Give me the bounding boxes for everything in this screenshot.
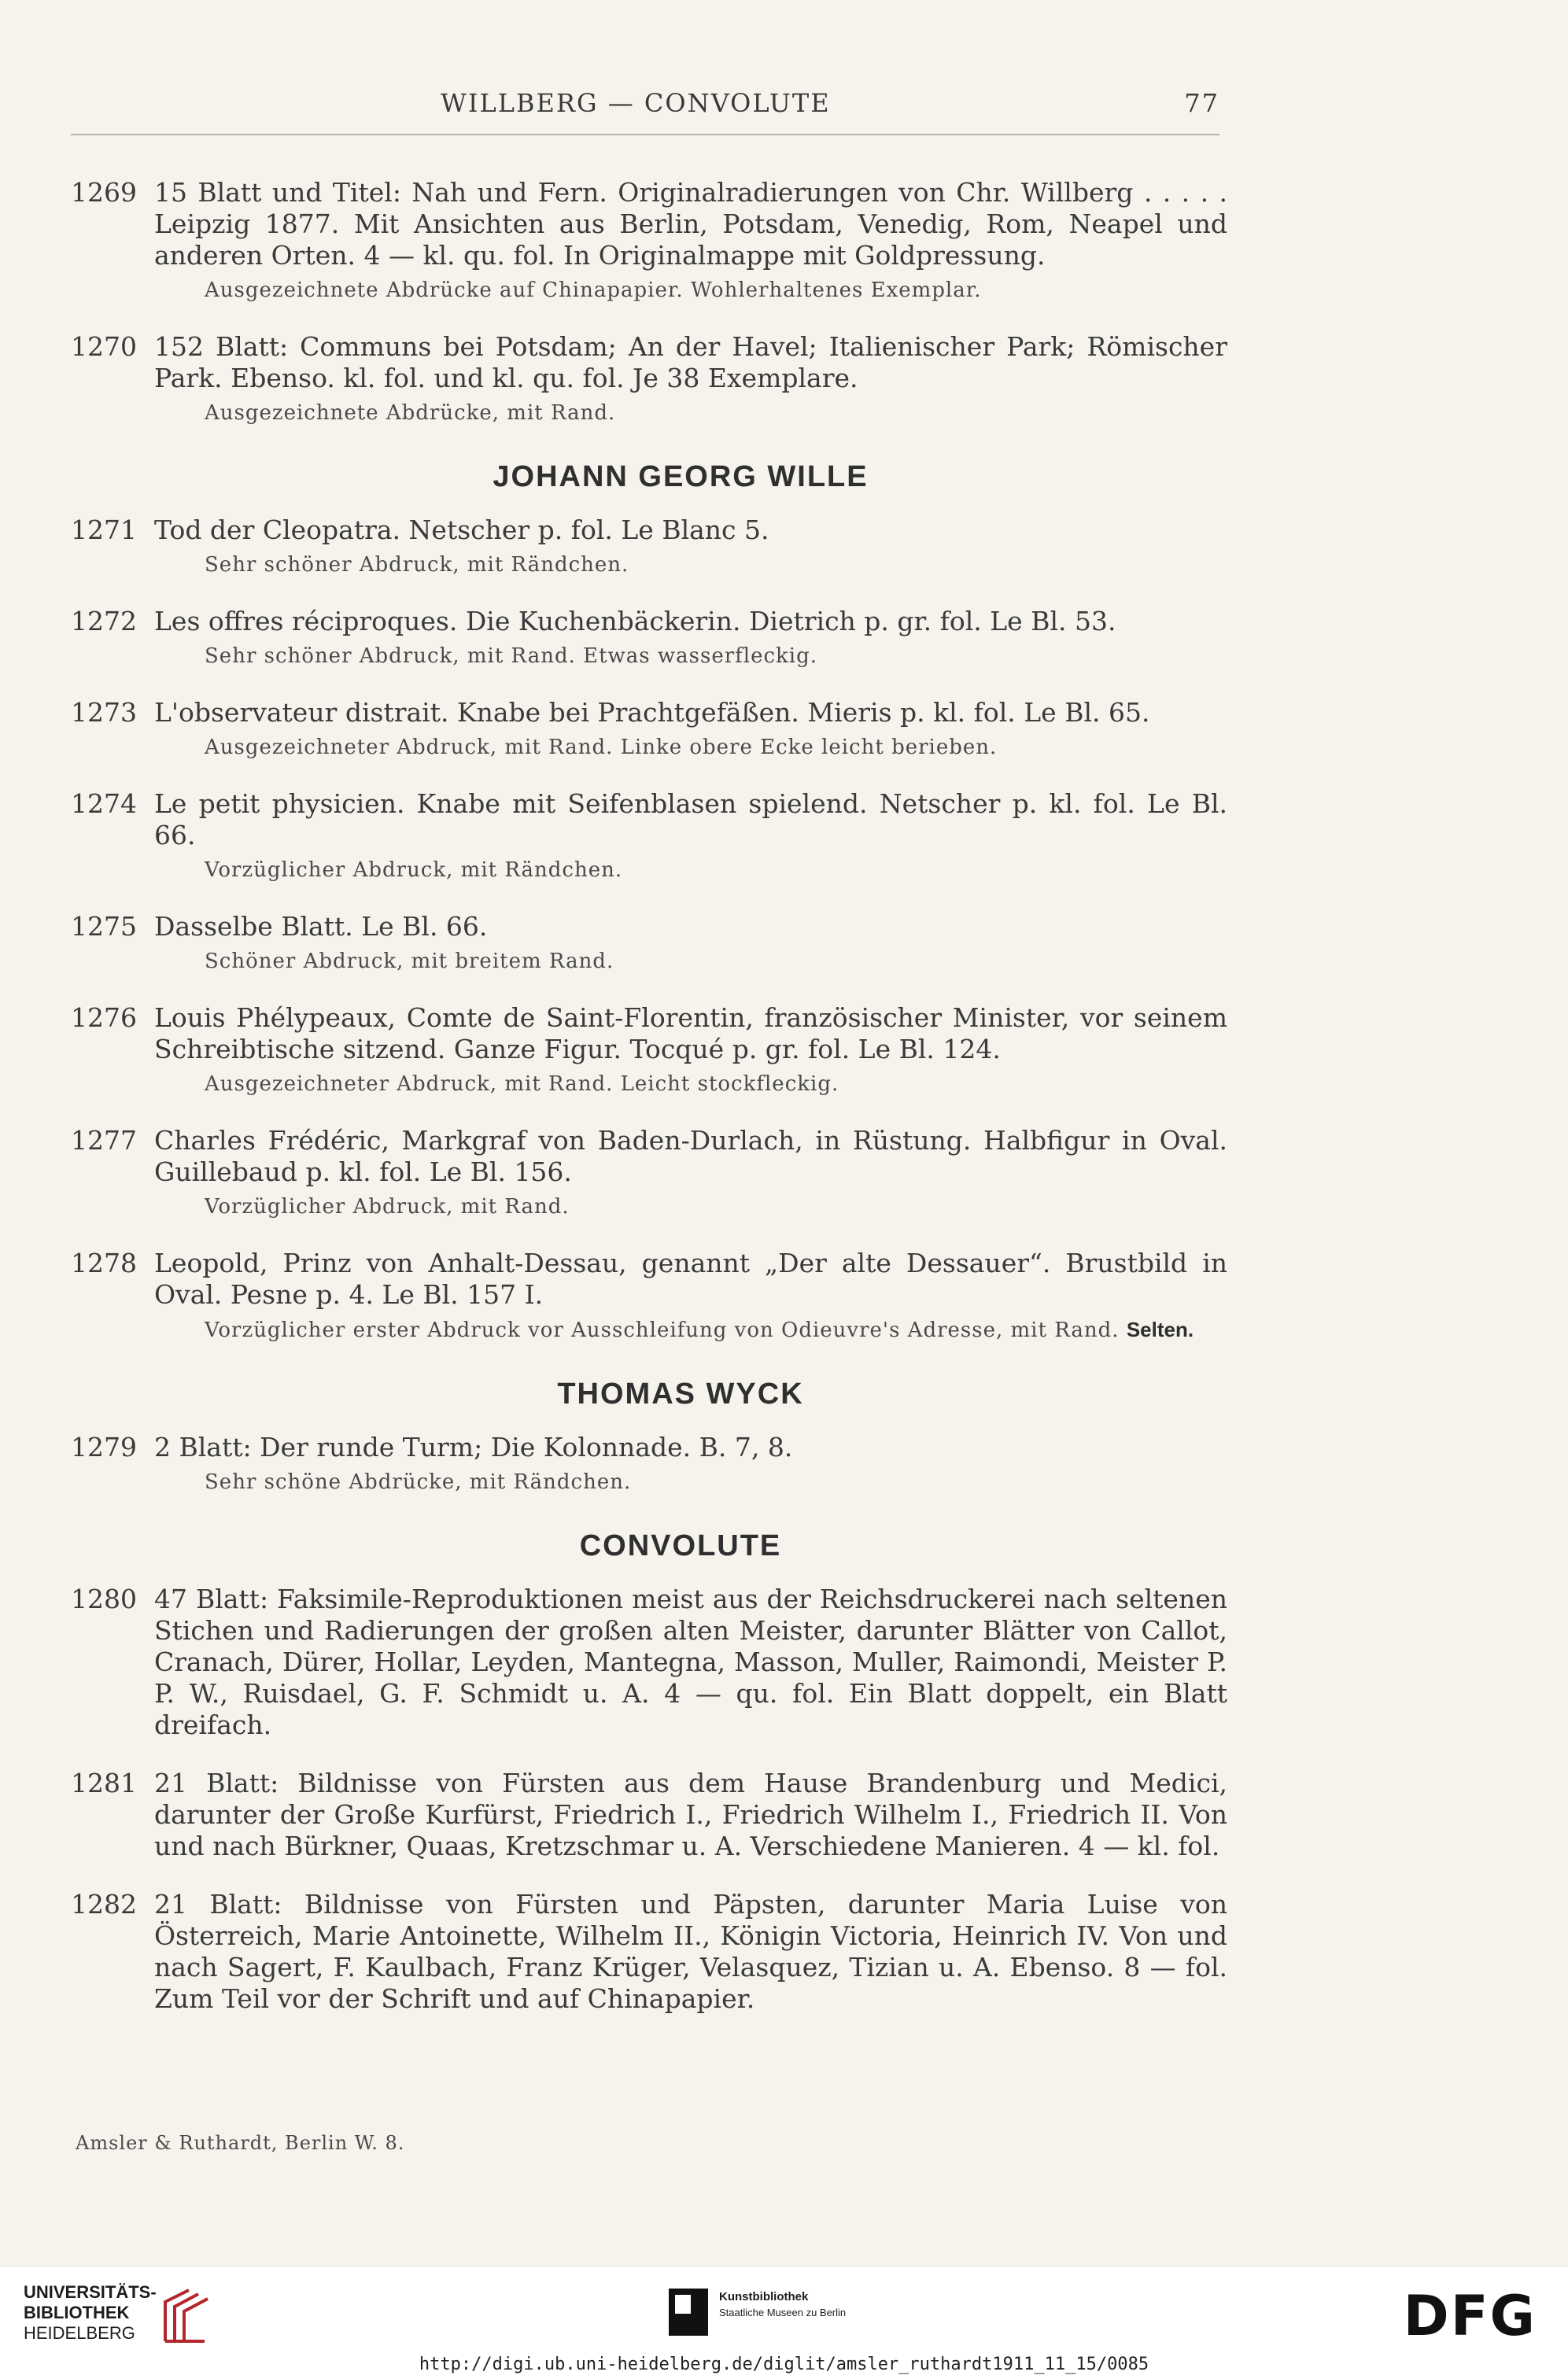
ub-heidelberg-text [24, 2282, 157, 2344]
ub-heidelberg-logo[interactable] [24, 2282, 228, 2353]
kunstbibliothek-icon [669, 2289, 708, 2336]
catalog-entry [71, 1768, 1227, 1862]
entry-description: Dasselbe Blatt. Le Bl. 66. [154, 911, 488, 942]
entry-condition-note [205, 642, 1227, 670]
entry-number: 1279 [71, 1432, 137, 1462]
condition-text: Vorzüglicher Abdruck, mit Rändchen. [205, 858, 623, 882]
entry-number: 1275 [71, 911, 137, 942]
permalink-url[interactable]: http://digi.ub.uni-heidelberg.de/diglit/amsler_ruthardt1911_11_15/0085 [419, 2355, 1149, 2374]
ub-line-1: UNIVERSITÄTS- [24, 2282, 157, 2302]
entry-condition-note [205, 947, 1227, 976]
running-title: WILLBERG — CONVOLUTE [441, 88, 831, 118]
entry-number: 1281 [71, 1768, 137, 1798]
entry-description: Les offres réciproques. Die Kuchenbäckerin. Dietrich p. gr. fol. Le Bl. 53. [154, 606, 1116, 636]
catalog-entry [71, 1432, 1227, 1496]
kunstbibliothek-text [719, 2290, 846, 2318]
entry-condition-note [205, 1193, 1227, 1221]
rarity-mark: Selten. [1126, 1318, 1194, 1341]
entry-description: Leopold, Prinz von Anhalt-Dessau, genannt „Der alte Dessauer“. Brustbild in Oval. Pesne p. 4. Le Bl. 157 I. [154, 1248, 1227, 1310]
entry-condition-note [205, 1468, 1227, 1496]
entry-description: 152 Blatt: Communs bei Potsdam; An der Havel; Italienischer Park; Römischer Park. Ebenso. kl. fol. und kl. qu. fol. Je 38 Exemplare. [154, 331, 1227, 393]
partner-name: Kunstbibliothek [719, 2290, 809, 2303]
entry-condition-note [205, 733, 1227, 762]
section-title: JOHANN GEORG WILLE [493, 460, 869, 493]
entry-description: Charles Frédéric, Markgraf von Baden-Durlach, in Rüstung. Halbfigur in Oval. Guillebaud p. kl. fol. Le Bl. 156. [154, 1125, 1227, 1187]
entry-description: Le petit physicien. Knabe mit Seifenblasen spielend. Netscher p. kl. fol. Le Bl. 66. [154, 788, 1227, 850]
entry-number: 1278 [71, 1248, 137, 1278]
condition-text: Ausgezeichneter Abdruck, mit Rand. Linke obere Ecke leicht berieben. [205, 736, 998, 759]
condition-text: Vorzüglicher Abdruck, mit Rand. [205, 1195, 570, 1219]
catalog-entry [71, 515, 1227, 579]
catalog-entry [71, 1584, 1227, 1741]
entry-number: 1280 [71, 1584, 137, 1614]
entry-description: 21 Blatt: Bildnisse von Fürsten aus dem Hause Brandenburg und Medici, darunter der Große Kurfürst, Friedrich I., Friedrich Wilhelm I., Friedrich II. Von und nach Bürkner, Quaas, Kretzschmar u. A. Verschiedene Manieren. 4 — kl. fol. [154, 1768, 1227, 1861]
condition-text: Schöner Abdruck, mit breitem Rand. [205, 950, 614, 973]
entry-number: 1273 [71, 697, 137, 728]
entry-number: 1276 [71, 1002, 137, 1033]
condition-text: Ausgezeichnete Abdrücke auf Chinapapier. Wohlerhaltenes Exemplar. [205, 278, 982, 302]
condition-text: Sehr schöne Abdrücke, mit Rändchen. [205, 1470, 632, 1494]
condition-text: Vorzüglicher erster Abdruck vor Ausschleifung von Odieuvre's Adresse, mit Rand. [205, 1319, 1120, 1342]
condition-text: Ausgezeichneter Abdruck, mit Rand. Leicht stockfleckig. [205, 1072, 839, 1096]
condition-text: Sehr schöner Abdruck, mit Rand. Etwas wasserfleckig. [205, 644, 818, 668]
catalog-content [71, 177, 1227, 2042]
partner-subtitle: Staatliche Museen zu Berlin [719, 2307, 847, 2318]
entry-condition-note [205, 551, 1227, 579]
entry-description: Tod der Cleopatra. Netscher p. fol. Le Blanc 5. [154, 515, 769, 545]
entry-number: 1277 [71, 1125, 137, 1156]
page-number: 77 [1184, 88, 1219, 118]
catalog-entry [71, 697, 1227, 762]
entry-condition-note [205, 399, 1227, 427]
entry-condition-note [205, 1070, 1227, 1098]
catalog-entry [71, 1002, 1227, 1098]
ub-line-2: BIBLIOTHEK [24, 2303, 130, 2322]
entry-description: 47 Blatt: Faksimile-Reproduktionen meist aus der Reichsdruckerei nach seltenen Stichen und Radierungen der großen alten Meister, darunter Blätter von Callot, Cranach, Dürer, Hollar, Leyden, Mantegna, Masson, Muller, Raimondi, Meister P. P. W., Ruisdael, G. F. Schmidt u. A. 4 — qu. fol. Ein Blatt doppelt, ein Blatt dreifach. [154, 1584, 1227, 1740]
catalog-entry [71, 606, 1227, 670]
entry-condition-note [205, 856, 1227, 884]
entry-condition-note [205, 276, 1227, 304]
entry-description: 15 Blatt und Titel: Nah und Fern. Originalradierungen von Chr. Willberg . . . . . Leipzig 1877. Mit Ansichten aus Berlin, Potsdam, Venedig, Rom, Neapel und anderen Orten. 4 — kl. qu. fol. In Originalmappe mit Goldpressung. [154, 177, 1227, 271]
entry-description: L'observateur distrait. Knabe bei Prachtgefäßen. Mieris p. kl. fol. Le Bl. 65. [154, 697, 1150, 728]
entry-description: 21 Blatt: Bildnisse von Fürsten und Päpsten, darunter Maria Luise von Österreich, Marie Antoinette, Wilhelm II., Königin Victoria, Heinrich IV. Von und nach Sagert, F. Kaulbach, Franz Krüger, Velasquez, Tizian u. A. Ebenso. 8 — fol. Zum Teil vor der Schrift und auf Chinapapier. [154, 1889, 1227, 2014]
dfg-logo[interactable]: DFG [1403, 2284, 1537, 2348]
catalog-entry [71, 1125, 1227, 1221]
viewer-footer [0, 2266, 1568, 2379]
entry-number: 1272 [71, 606, 137, 636]
header-rule [71, 134, 1219, 135]
entry-number: 1282 [71, 1889, 137, 1920]
condition-text: Sehr schöner Abdruck, mit Rändchen. [205, 553, 629, 577]
entry-description: Louis Phélypeaux, Comte de Saint-Florentin, französischer Minister, vor seinem Schreibtische sitzend. Ganze Figur. Tocqué p. gr. fol. Le Bl. 124. [154, 1002, 1227, 1064]
entry-number: 1274 [71, 788, 137, 819]
catalog-entry [71, 788, 1227, 884]
section-title: CONVOLUTE [579, 1529, 782, 1562]
ub-emblem-icon [157, 2286, 220, 2349]
entry-description: 2 Blatt: Der runde Turm; Die Kolonnade. B. 7, 8. [154, 1432, 793, 1462]
ub-line-3: HEIDELBERG [24, 2323, 135, 2343]
catalog-entry [71, 1889, 1227, 2015]
printer-imprint: Amsler & Ruthardt, Berlin W. 8. [76, 2132, 405, 2154]
catalog-entry [71, 177, 1227, 304]
entry-number: 1271 [71, 515, 137, 545]
catalog-entry [71, 911, 1227, 976]
entry-number: 1270 [71, 331, 137, 362]
entry-number: 1269 [71, 177, 137, 208]
entry-condition-note [205, 1315, 1227, 1344]
catalog-entry [71, 331, 1227, 427]
catalog-entry [71, 1248, 1227, 1344]
condition-text: Ausgezeichnete Abdrücke, mit Rand. [205, 401, 616, 425]
section-title: THOMAS WYCK [557, 1378, 804, 1411]
